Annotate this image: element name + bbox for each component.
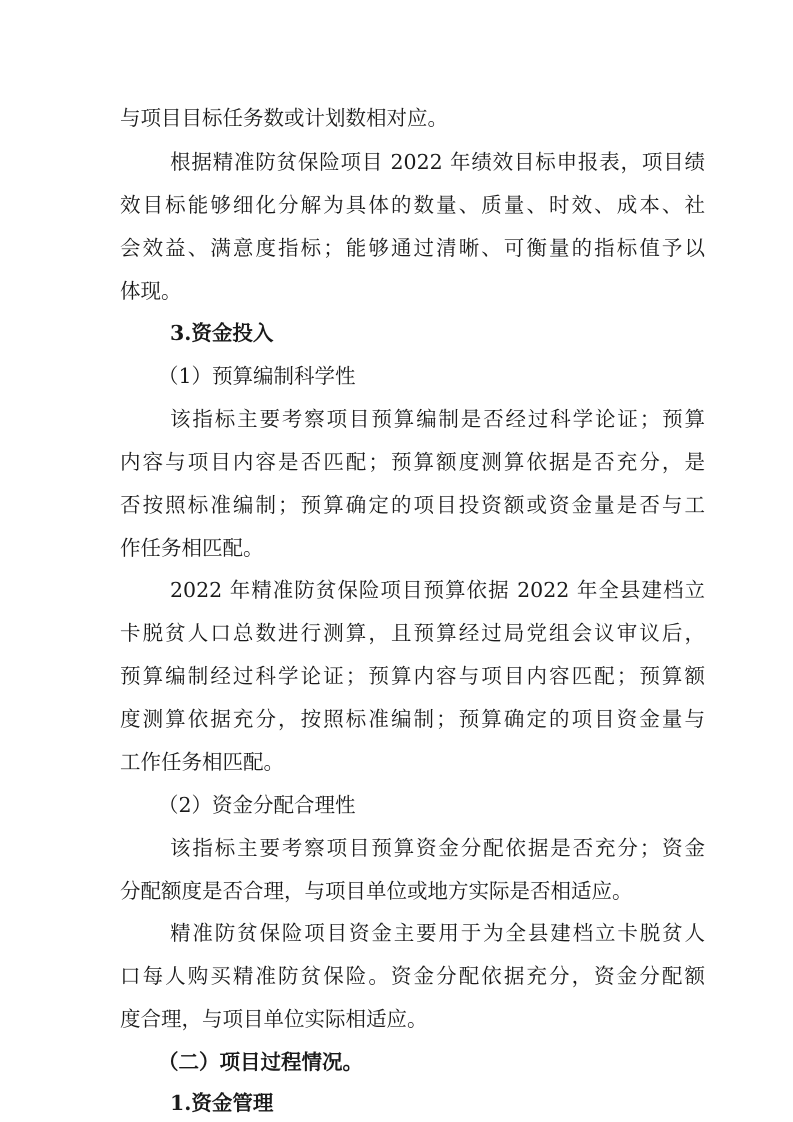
section-heading: （二）项目过程情况。	[158, 1050, 363, 1074]
paragraph-line: 精准防贫保险项目资金主要用于为全县建档立卡脱贫人	[170, 921, 705, 945]
paragraph-line: 内容与项目内容是否匹配；预算额度测算依据是否充分，是	[120, 450, 705, 474]
paragraph-line: 否按照标准编制；预算确定的项目投资额或资金量是否与工	[120, 493, 705, 517]
paragraph-line: 分配额度是否合理，与项目单位或地方实际是否相适应。	[120, 879, 633, 903]
subsection-heading: （1）预算编制科学性	[158, 364, 356, 388]
paragraph-line: 会效益、满意度指标；能够通过清晰、可衡量的指标值予以	[120, 236, 705, 260]
paragraph-line: 该指标主要考察项目预算资金分配依据是否充分；资金	[170, 836, 705, 860]
paragraph-line: 卡脱贫人口总数进行测算，且预算经过局党组会议审议后，	[120, 621, 705, 645]
paragraph-line: 该指标主要考察项目预算编制是否经过科学论证；预算	[170, 407, 705, 431]
section-heading: 1.资金管理	[170, 1091, 274, 1115]
paragraph-line: 与项目目标任务数或计划数相对应。	[120, 106, 448, 130]
paragraph-line: 度合理，与项目单位实际相适应。	[120, 1007, 428, 1031]
paragraph-line: 2022 年精准防贫保险项目预算依据 2022 年全县建档立	[170, 578, 705, 602]
section-heading: 3.资金投入	[170, 321, 274, 345]
paragraph-line: 效目标能够细化分解为具体的数量、质量、时效、成本、社	[120, 193, 705, 217]
paragraph-line: 度测算依据充分，按照标准编制；预算确定的项目资金量与	[120, 707, 705, 731]
paragraph-line: 体现。	[120, 279, 182, 303]
paragraph-line: 预算编制经过科学论证；预算内容与项目内容匹配；预算额	[120, 664, 705, 688]
paragraph-line: 作任务相匹配。	[120, 536, 264, 560]
paragraph-line: 根据精准防贫保险项目 2022 年绩效目标申报表，项目绩	[170, 150, 705, 174]
paragraph-line: 工作任务相匹配。	[120, 750, 284, 774]
subsection-heading: （2）资金分配合理性	[158, 793, 356, 817]
paragraph-line: 口每人购买精准防贫保险。资金分配依据充分，资金分配额	[120, 964, 705, 988]
